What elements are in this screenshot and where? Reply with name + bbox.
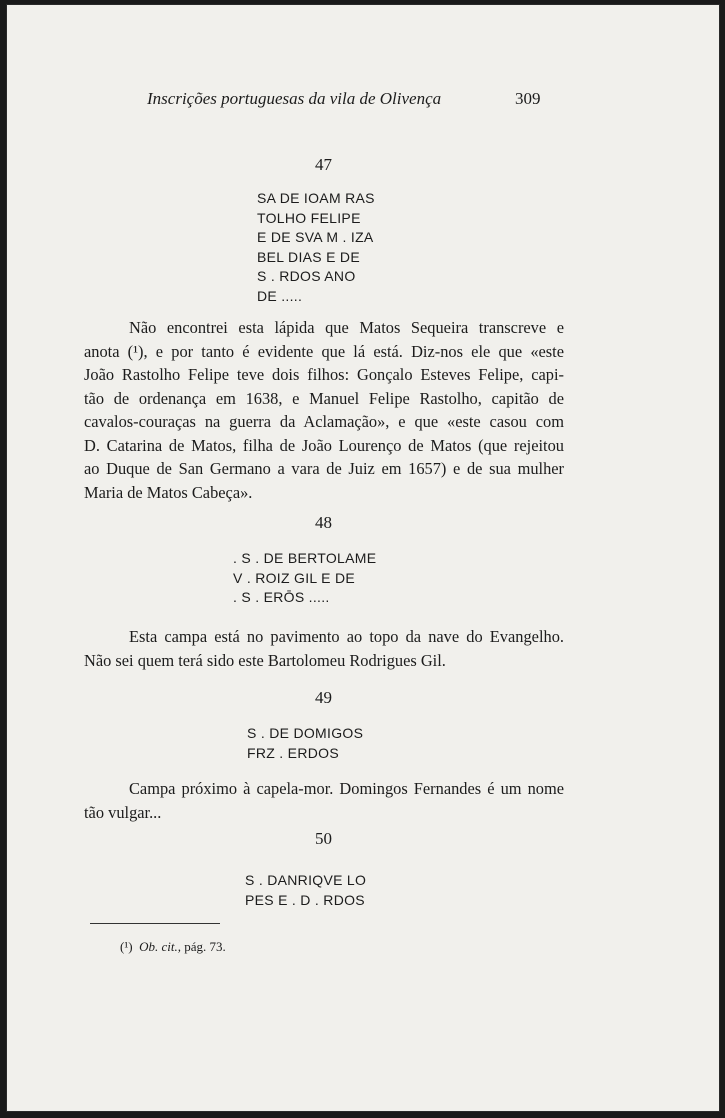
footnote-page: pág. 73. (184, 939, 226, 954)
text-line: tão de ordenança em 1638, e Manuel Felipe Rastolho, capitão de (84, 388, 564, 408)
text-line: anota (¹), e por tanto é evidente que lá está. Diz-nos ele que «este (84, 341, 564, 361)
paragraph-49 (84, 777, 564, 824)
inscription-line: S . RDOS ANO (257, 268, 356, 284)
inscription-line: S . DE DOMIGOS (247, 725, 364, 741)
entry-number-49: 49 (315, 688, 332, 707)
inscription-line: DE ..... (257, 287, 303, 304)
text-line: Maria de Matos Cabeça». (84, 482, 253, 502)
inscription-line: V . ROIZ GIL E DE (233, 569, 356, 586)
entry-number-47: 47 (315, 155, 332, 174)
book-page (6, 4, 720, 1112)
inscription-line: SA DE IOAM RAS (257, 190, 375, 206)
footnote (120, 939, 226, 955)
inscription-48 (233, 549, 376, 608)
inscription-47 (257, 189, 375, 306)
footnote-ref: Ob. cit., (139, 939, 181, 954)
inscription-line: BEL DIAS E DE (257, 248, 360, 265)
text-line: D. Catarina de Matos, filha de João Lourenço de Matos (que rejeitou (84, 435, 564, 455)
text-line: Esta campa está no pavimento ao topo da nave do Evangelho. (129, 627, 564, 646)
inscription-line: FRZ . ERDOS (247, 744, 339, 761)
inscription-line: PES E . D . RDOS (245, 891, 365, 908)
inscription-line: S . DANRIQVE LO (245, 872, 367, 888)
inscription-line: . S . ERŌS ..... (233, 589, 330, 605)
entry-number-48: 48 (315, 513, 332, 532)
inscription-line: E DE SVA M . IZA (257, 229, 374, 245)
text-line: ao Duque de San Germano a vara de Juiz em 1657) e de sua mulher (84, 459, 564, 478)
running-title: Inscrições portuguesas da vila de Olivença (147, 89, 442, 108)
text-line: João Rastolho Felipe teve dois filhos: Gonçalo Esteves Felipe, capi- (84, 365, 564, 384)
inscription-49 (247, 724, 363, 763)
paragraph-48 (84, 625, 564, 672)
text-line: Não encontrei esta lápida que Matos Sequeira transcreve e (129, 318, 564, 337)
text-line: Não sei quem terá sido este Bartolomeu Rodrigues Gil. (84, 650, 446, 670)
inscription-50 (245, 871, 366, 910)
inscription-line: TOLHO FELIPE (257, 209, 361, 226)
page-number: 309 (515, 89, 541, 108)
entry-number-50: 50 (315, 829, 332, 848)
text-line: tão vulgar... (84, 802, 162, 822)
paragraph-47 (84, 316, 564, 504)
inscription-line: . S . DE BERTOLAME (233, 550, 377, 566)
footnote-marker: (¹) (120, 939, 133, 954)
text-line: cavalos-couraças na guerra da Aclamação», e que «este casou com (84, 412, 564, 431)
footnote-rule (90, 923, 220, 924)
text-line: Campa próximo à capela-mor. Domingos Fernandes é um nome (129, 779, 564, 798)
